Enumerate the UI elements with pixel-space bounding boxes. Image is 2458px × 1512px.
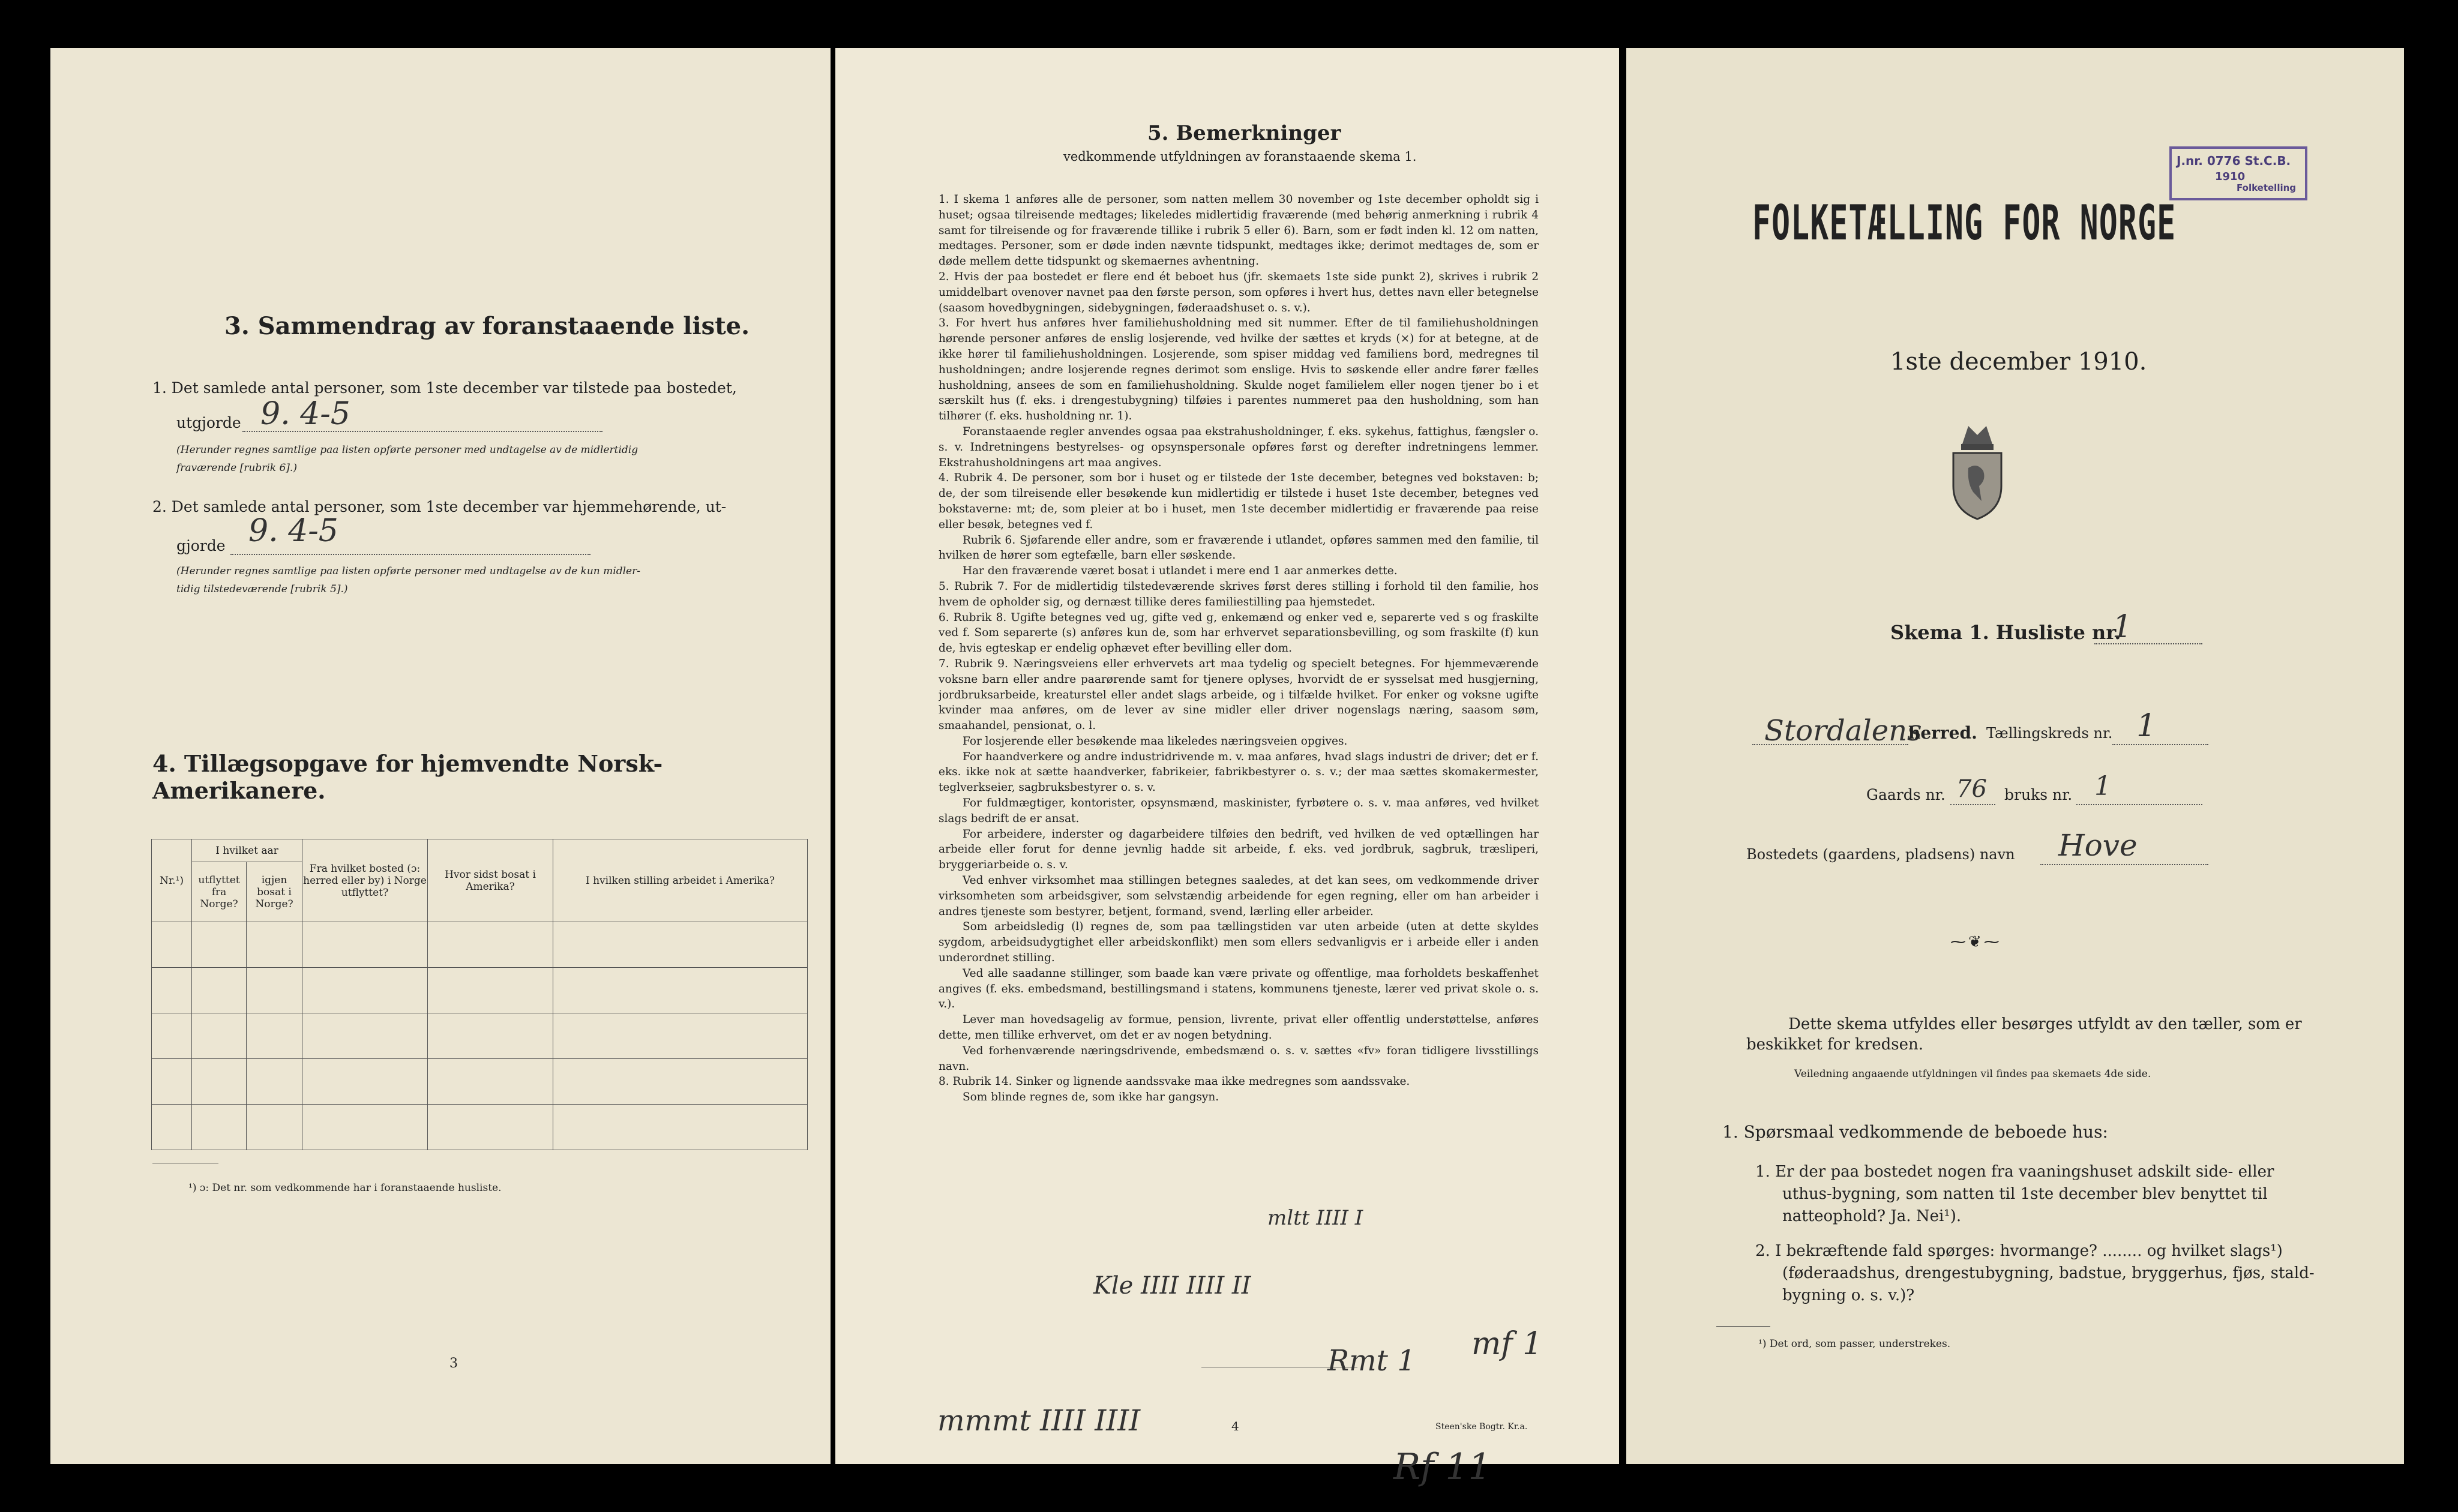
intro-line-2: beskikket for kredsen. <box>1746 1036 1923 1054</box>
question-1-line-1: 1. Er der paa bostedet nogen fra vaaningshuset adskilt side- eller <box>1755 1163 2274 1181</box>
kreds-line <box>2112 744 2208 745</box>
ornament-divider: ⁓❦⁓ <box>1950 933 2002 951</box>
q2-handwritten-value: 9. 4-5 <box>248 513 338 549</box>
paragraph: Rubrik 6. Sjøfarende eller andre, som er fraværende i utlandet, opføres sammen med den familie, til hvilken de hører som egtefælle, barn eller søskende. <box>939 533 1539 562</box>
paragraph: 2. Hvis der paa bostedet er flere end ét beboet hus (jfr. skemaets 1ste side punkt 2), skrives i rubrik 2 umiddelbart ovenover navnet paa den første person, som opføres i hvert hus, dettes navn eller betegnelse (saasom hovedbygningen, sidebygningen, føderaadshuset o. s. v.). <box>939 270 1539 314</box>
skema-label: Skema 1. Husliste nr. <box>1890 621 2121 644</box>
paragraph: For arbeidere, inderster og dagarbeidere tilføies den bedrift, ved hvilken de ved optællingen har arbeide eller forut for denne jevnlig hadde sit arbeide, f. eks. ved jordbruk, sagbruk, træsliperi, bryggeriarbeide o. s. v. <box>939 827 1539 872</box>
bosted-value: Hove <box>2058 828 2138 863</box>
husliste-nr-value: 1 <box>2112 609 2133 645</box>
coat-of-arms-icon <box>1944 420 2010 522</box>
page-left <box>50 48 831 1464</box>
table-row <box>152 922 808 968</box>
section-4-title: 4. Tillægsopgave for hjemvendte Norsk-Amerikanere. <box>152 750 663 804</box>
paragraph: Ved enhver virksomhet maa stillingen betegnes saaledes, at det kan sees, om vedkommende driver virksomheten som arbeidsgiver, som selvstændig arbeidende for egen regning, eller om han arbeider i andres tjeneste som bestyrer, betjent, formand, svend, lærling eller arbeider. <box>939 874 1539 918</box>
kreds-value: 1 <box>2136 708 2157 744</box>
bemerkninger-title: 5. Bemerkninger <box>1147 121 1341 145</box>
col-fra-header: Fra hvilket bosted (ɔ: herred eller by) i Norge utflyttet? <box>302 839 428 922</box>
page-number: 3 <box>449 1356 458 1371</box>
gaards-line <box>1950 804 1995 805</box>
table-row <box>152 1013 808 1059</box>
question-1-line-3: natteophold? Ja. Nei¹). <box>1782 1207 1962 1225</box>
col-stilling-header: I hvilken stilling arbeidet i Amerika? <box>553 839 808 922</box>
veiledning-note: Veiledning angaaende utfyldningen vil findes paa skemaets 4de side. <box>1794 1068 2151 1080</box>
col-group-header: I hvilket aar <box>192 839 302 862</box>
bruks-label: bruks nr. <box>2004 786 2073 803</box>
census-date: 1ste december 1910. <box>1890 348 2147 376</box>
paragraph: Ved alle saadanne stillinger, som baade kan være private og offentlige, maa forholdets beskaffenhet angives (f. eks. embedsmand, bestillingsmand i statens, kommunens tjeneste, lærer ved privat skole o. s. v.). <box>939 967 1539 1011</box>
archive-stamp <box>2169 146 2307 200</box>
q2-line <box>230 554 590 555</box>
q1-text: 1. Det samlede antal personer, som 1ste december var tilstede paa bostedet, <box>152 379 737 397</box>
question-2-line-3: bygning o. s. v.)? <box>1782 1286 1915 1304</box>
col-hvor-header: Hvor sidst bosat i Amerika? <box>428 839 553 922</box>
herred-label: herred. <box>1908 723 1977 743</box>
printer-mark: Steen'ske Bogtr. Kr.a. <box>1435 1422 1528 1432</box>
gaards-label: Gaards nr. <box>1866 786 1946 803</box>
stamp-line-1: J.nr. 0776 St.C.B. <box>2177 154 2291 168</box>
paragraph: 4. Rubrik 4. De personer, som bor i huset og er tilstede der 1ste december, betegnes ved bokstaven: b; de, der som tilreisende eller besøkende kun midlertidig er tilstede i huset 1ste december, betegnes ved bokstaverne: mt; de, som pleier at bo i huset, men 1ste december midlertidig er fraværende paa reise eller besøk, betegnes ved f. <box>939 472 1539 531</box>
handwritten-rmt: Rmt 1 <box>1327 1344 1416 1378</box>
q1-note-2: fraværende [rubrik 6].) <box>176 462 297 474</box>
herred-value: Stordalens <box>1764 714 1922 748</box>
question-2-line-2: (føderaadshus, drengestubygning, badstue, bryggerhus, fjøs, stald- <box>1782 1264 2315 1282</box>
col-nr-header: Nr.¹) <box>152 839 192 922</box>
q2-note-1: (Herunder regnes samtlige paa listen opførte personer med undtagelse av de kun midler- <box>176 565 640 577</box>
paragraph: Har den fraværende været bosat i utlandet i mere end 1 aar anmerkes dette. <box>963 565 1398 578</box>
page-number: 4 <box>1231 1419 1239 1433</box>
paragraph: 6. Rubrik 8. Ugifte betegnes ved ug, gifte ved g, enkemænd og enker ved e, separerte ved s og fraskilte ved f. Som separerte (s) anføres kun de, som har erhvervet separationsbevilling, og som fraskilte (f) kun de, hvis egteskap er endelig ophævet efter bevilling eller dom. <box>939 611 1539 655</box>
col-utflyttet-header: utflyttet fra Norge? <box>192 862 247 922</box>
paragraph: For losjerende eller besøkende maa likeledes næringsveien opgives. <box>963 734 1348 748</box>
paragraph: Som arbeidsledig (l) regnes de, som paa tællingstiden var uten arbeide (uten at dette skyldes sygdom, arbeidsudygtighet eller arbeidskonflikt) men som ellers sedvanligvis er i arbeide eller i anden underordnet stilling. <box>939 920 1539 965</box>
husliste-line <box>2094 643 2202 644</box>
bemerkninger-subtitle: vedkommende utfyldningen av foranstaaende skema 1. <box>1063 149 1417 164</box>
q1-note-1: (Herunder regnes samtlige paa listen opførte personer med undtagelse av de midlertidig <box>176 444 639 456</box>
intro-line-1: Dette skema utfyldes eller besørges utfyldt av den tæller, som er <box>1788 1015 2302 1033</box>
handwritten-tally-1: mltt IIII I <box>1267 1206 1363 1230</box>
footnote-rule <box>1716 1326 1770 1327</box>
bosted-line <box>2040 864 2208 865</box>
section-3-title: 3. Sammendrag av foranstaaende liste. <box>224 312 750 340</box>
page-right <box>1626 48 2404 1464</box>
paragraph: 7. Rubrik 9. Næringsveiens eller erhvervets art maa tydelig og specielt betegnes. For hjemmeværende voksne barn eller andre paarørende samt for tjenere oplyses, hvorvidt de er sysselsat med husgjerning, jordbruksarbeide, kreaturstel eller andet slags arbeide, og i tilfælde hvilket. For enker og voksne ugifte kvinder maa anføres, om de lever av sine midler eller driver nogenslags næring, saasom søm, smaahandel, pensionat, o. l. <box>939 657 1539 733</box>
handwritten-rf: Rf 11 <box>1393 1446 1491 1488</box>
paragraph: 1. I skema 1 anføres alle de personer, som natten mellem 30 november og 1ste december opholdt sig i huset; ogsaa tilreisende medtages; likeledes midlertidig fraværende (med behørig anmerkning i rubrik 4 samt for tilreisende og for fraværende tillike i rubrik 5 eller 6). Barn, som er født inden kl. 12 om natten, medtages. Personer, som er døde inden nævnte tidspunkt, medtages ikke; derimot medtages de, som er døde mellem dette tidspunkt og skemaernes avhentning. <box>939 193 1539 268</box>
q1-prefix: utgjorde <box>176 414 241 431</box>
paragraph: Som blinde regnes de, som ikke har gangsyn. <box>963 1091 1219 1104</box>
paragraph: 3. For hvert hus anføres hver familiehusholdning med sit nummer. Efter de til familiehusholdningen hørende personer anføres de enslig losjerende, ved hvilke der sættes et kryds (×) for at betegne, at de ikke hører til familiehusholdningen. Losjerende, som spiser middag ved familiens bord, medregnes til husholdningen; andre losjerende regnes derimot som enslige. Hvis to søskende eller andre fører fælles husholdning, ansees de som en familiehusholdning. Skulde noget familielem eller nogen tjener bo i et særskilt hus (f. eks. i drengestubygning) tilføies i parentes nummeret paa den husholdning, som han tilhører (f. eks. husholdning nr. 1). <box>939 317 1539 423</box>
paragraph: Lever man hovedsagelig av formue, pension, livrente, privat eller offentlig understøttelse, anføres dette, men tillike erhvervet, om det er av nogen betydning. <box>939 1013 1539 1042</box>
bemerkninger-body <box>939 192 1539 1362</box>
q2-prefix: gjorde <box>176 537 226 554</box>
right-page-footnote: ¹) Det ord, som passer, understrekes. <box>1758 1338 1951 1350</box>
handwritten-mmmt: mmmt IIII IIII <box>937 1404 1141 1438</box>
question-1-line-2: uthus-bygning, som natten til 1ste december blev benyttet til <box>1782 1185 2268 1203</box>
census-title: FOLKETÆLLING FOR NORGE <box>1752 195 2177 251</box>
bosted-label: Bostedets (gaardens, pladsens) navn <box>1746 846 2015 863</box>
kreds-label: Tællingskreds nr. <box>1986 725 2113 742</box>
q2-text: 2. Det samlede antal personer, som 1ste december var hjemmehørende, ut- <box>152 498 727 515</box>
col-igjen-header: igjen bosat i Norge? <box>247 862 302 922</box>
stamp-line-2: Folketelling <box>2237 182 2297 193</box>
table-row <box>152 1105 808 1150</box>
gaards-value: 76 <box>1956 775 1987 803</box>
handwritten-mf: mf 1 <box>1471 1326 1543 1362</box>
table-row <box>152 968 808 1013</box>
handwritten-tally-2: Kle IIII IIII II <box>1093 1272 1251 1300</box>
page-middle <box>835 48 1619 1488</box>
bruks-value: 1 <box>2094 771 2111 802</box>
paragraph: 5. Rubrik 7. For de midlertidig tilstedeværende skrives først deres stilling i forhold til den familie, hos hvem de opholder sig, og dernæst tillike deres familiestilling paa hjemstedet. <box>939 580 1539 608</box>
table-footnote: ¹) ɔ: Det nr. som vedkommende har i foranstaaende husliste. <box>188 1182 502 1194</box>
paragraph: Foranstaaende regler anvendes ogsaa paa ekstrahusholdninger, f. eks. sykehus, fattighus, fængsler o. s. v. Indretningens bestyrelses- og opsynspersonale opføres først og derefter indretningens lemmer. Ekstrahusholdningens art maa angives. <box>939 425 1539 469</box>
questions-heading: 1. Spørsmaal vedkommende de beboede hus: <box>1722 1122 2108 1142</box>
table-row <box>152 1059 808 1105</box>
bruks-line <box>2076 804 2202 805</box>
paragraph: For fuldmægtiger, kontorister, opsynsmænd, maskinister, fyrbøtere o. s. v. maa anføres, ved hvilket slags bedrift de er ansat. <box>939 797 1539 825</box>
stamp-year: 1910 <box>2215 170 2246 183</box>
paragraph: Ved forhenværende næringsdrivende, embedsmænd o. s. v. sættes «fv» foran tidligere livsstillings navn. <box>939 1044 1539 1073</box>
q2-note-2: tidig tilstedeværende [rubrik 5].) <box>176 583 348 595</box>
norsk-amerikanere-table <box>151 839 808 1150</box>
paragraph: For haandverkere og andre industridrivende m. v. maa anføres, hvad slags industri de driver; det er f. eks. ikke nok at sætte haandverker, fabrikeier, fabrikbestyrer o. s. v.; der maa sættes skomakermester, teglverkseier, sagbruksbestyrer o. s. v. <box>939 750 1539 794</box>
question-2-line-1: 2. I bekræftende fald spørges: hvormange? ........ og hvilket slags¹) <box>1755 1242 2283 1260</box>
q1-handwritten-value: 9. 4-5 <box>260 396 350 432</box>
paragraph: 8. Rubrik 14. Sinker og lignende aandssvake maa ikke medregnes som aandssvake. <box>939 1075 1410 1088</box>
